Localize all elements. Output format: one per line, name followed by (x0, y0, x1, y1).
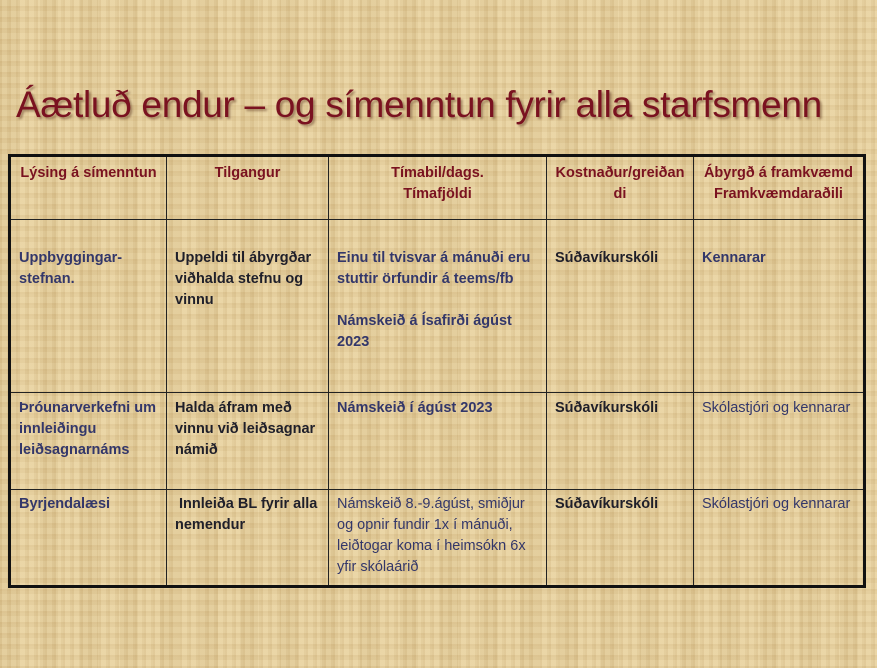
header-label: Ábyrgð á framkvæmd (703, 165, 854, 181)
cell-responsible: Skólastjóri og kennarar (694, 393, 865, 490)
header-label: Tímabil/dags. (391, 165, 484, 181)
period-text: Einu til tvisvar á mánuði eru stuttir örfundir á teems/fb (337, 250, 531, 287)
column-header-purpose (167, 156, 329, 220)
table-row (10, 490, 865, 587)
cell-period (329, 220, 547, 393)
header-label: Tilgangur (214, 165, 281, 181)
cell-purpose: Uppeldi til ábyrgðar viðhalda stefnu og vinnu (167, 220, 329, 393)
cell-purpose: Halda áfram með vinnu við leiðsagnar námið (167, 393, 329, 490)
cell-description: Uppbyggingar-stefnan. (10, 220, 167, 393)
cell-period: Námskeið í ágúst 2023 (329, 393, 547, 490)
column-header-responsible (694, 156, 865, 220)
page-title: Áætluð endur – og símenntun fyrir alla starfsmenn (16, 84, 822, 125)
cell-cost: Súðavíkurskóli (547, 220, 694, 393)
cell-cost: Súðavíkurskóli (547, 393, 694, 490)
period-text-2: Námskeið á Ísafirði ágúst 2023 (337, 313, 512, 350)
cell-description: Þróunarverkefni um innleiðingu leiðsagnarnáms (10, 393, 167, 490)
cell-period: Námskeið 8.-9.ágúst, smiðjur og opnir fundir 1x í mánuði, leiðtogar koma í heimsókn 6x yfir skólaárið (329, 490, 547, 587)
column-header-cost (547, 156, 694, 220)
header-label: Kostnaður/greiðan di (555, 165, 685, 202)
cell-responsible: Kennarar (694, 220, 865, 393)
training-plan-table (8, 154, 866, 588)
cell-purpose: Innleiða BL fyrir alla nemendur (167, 490, 329, 587)
header-sublabel: Tímafjöldi (403, 186, 472, 202)
cell-cost: Súðavíkurskóli (547, 490, 694, 587)
cell-responsible: Skólastjóri og kennarar (694, 490, 865, 587)
header-label: Lýsing á símenntun (20, 165, 157, 181)
header-sublabel: Framkvæmdaraðili (714, 186, 843, 202)
table-row (10, 220, 865, 393)
column-header-period (329, 156, 547, 220)
table-row (10, 393, 865, 490)
column-header-description (10, 156, 167, 220)
table-header-row (10, 156, 865, 220)
cell-description: Byrjendalæsi (10, 490, 167, 587)
